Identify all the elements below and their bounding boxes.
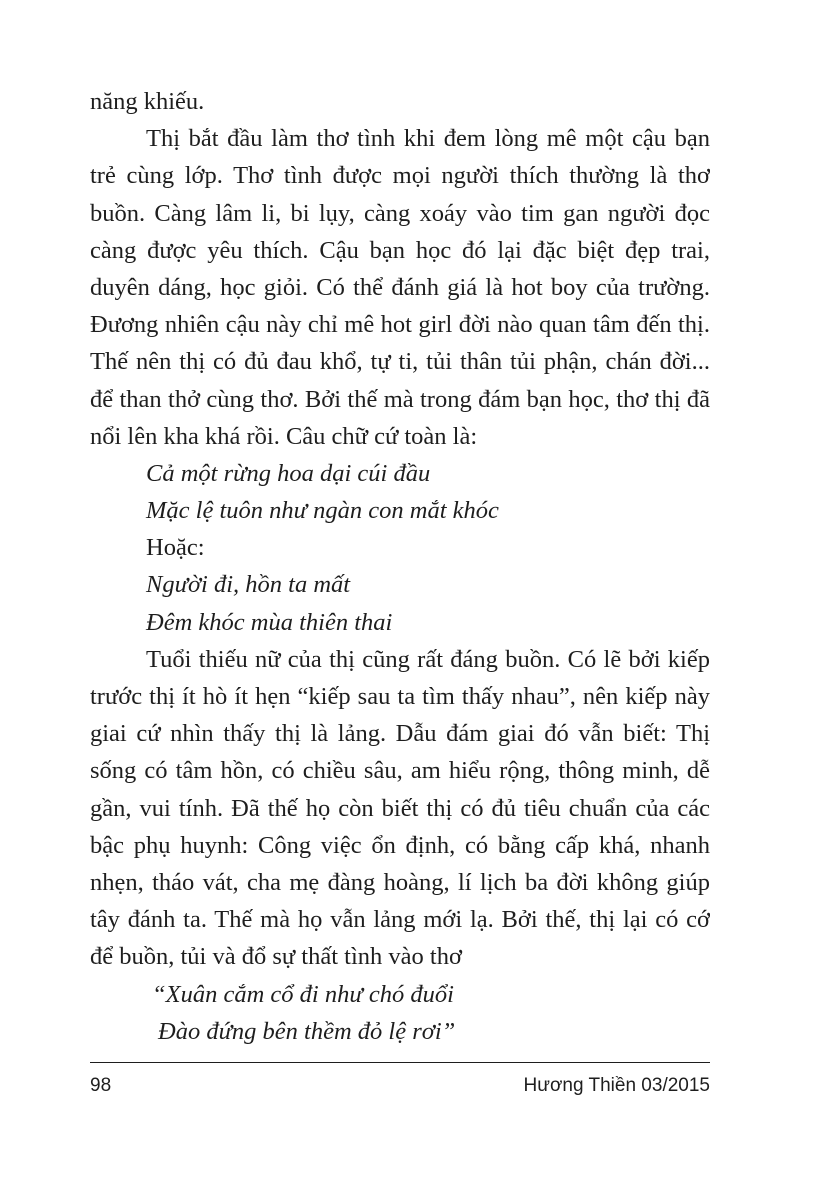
text-line: tây đánh ta. Thế mà họ vẫn lảng mới lạ. Bởi thế, thị lại có cớ (90, 906, 710, 934)
page-number: 98 (90, 1075, 112, 1096)
text-line: Thế nên thị có đủ đau khổ, tự ti, tủi thân tủi phận, chán đời... (90, 348, 710, 376)
poem-line: Đào đứng bên thềm đỏ lệ rơi” (158, 1017, 456, 1045)
text-line: trước thị ít hò ít hẹn “kiếp sau ta tìm thấy nhau”, nên kiếp này (90, 683, 710, 710)
text-line: buồn. Càng lâm li, bi lụy, càng xoáy vào tim gan người đọc (90, 199, 710, 227)
text-line: càng được yêu thích. Cậu bạn học đó lại đặc biệt đẹp trai, (90, 236, 710, 264)
text-line: bậc phụ huynh: Công việc ổn định, có bằng cấp khá, nhanh (90, 831, 710, 859)
text-line: gần, vui tính. Đã thế họ còn biết thị có đủ tiêu chuẩn của các (90, 794, 710, 822)
footer-divider (90, 1062, 710, 1063)
text-line: giai cứ nhìn thấy thị là lảng. Dẫu đám giai đó vẫn biết: Thị (90, 720, 710, 748)
poem-line: Người đi, hồn ta mất (146, 571, 351, 599)
footer-credit: Hương Thiền 03/2015 (523, 1075, 710, 1096)
poem-line: “Xuân cắm cổ đi như chó đuổi (152, 980, 454, 1008)
poem-line: Cả một rừng hoa dại cúi đầu (146, 459, 431, 487)
text-line: để than thở cùng thơ. Bởi thế mà trong đám bạn học, thơ thị đã (90, 385, 710, 413)
poem-line: Đêm khóc mùa thiên thai (146, 608, 393, 636)
text-line: Hoặc: (146, 534, 205, 562)
text-line: năng khiếu. (90, 88, 205, 115)
text-line: trẻ cùng lớp. Thơ tình được mọi người thích thường là thơ (90, 162, 710, 190)
text-line: nổi lên kha khá rồi. Câu chữ cứ toàn là: (90, 422, 478, 450)
paragraph-first-line: Thị bắt đầu làm thơ tình khi đem lòng mê một cậu bạn (146, 125, 710, 153)
text-line: Đương nhiên cậu này chỉ mê hot girl đời nào quan tâm đến thị. (90, 311, 710, 339)
page-footer (90, 1072, 710, 1100)
body-text (90, 83, 710, 1050)
poem-line: Mặc lệ tuôn như ngàn con mắt khóc (146, 497, 499, 525)
paragraph-first-line: Tuổi thiếu nữ của thị cũng rất đáng buồn. Có lẽ bởi kiếp (146, 645, 710, 673)
text-line: duyên dáng, học giỏi. Có thể đánh giá là hot boy của trường. (90, 273, 710, 301)
text-line: sống có tâm hồn, có chiều sâu, am hiểu rộng, thông minh, dễ (90, 757, 710, 785)
text-line: nhẹn, tháo vát, cha mẹ đàng hoàng, lí lịch ba đời không giúp (90, 868, 710, 896)
text-line: để buồn, tủi và đổ sự thất tình vào thơ (90, 943, 462, 971)
